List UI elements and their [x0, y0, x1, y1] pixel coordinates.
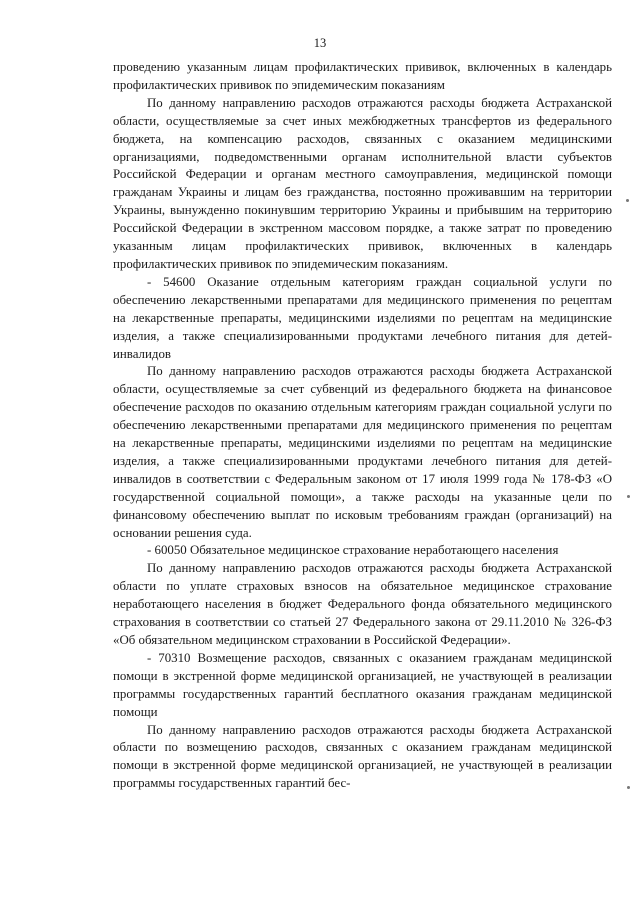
paragraph-continuation: проведению указанным лицам профилактических прививок, включенных в календарь профилактических прививок по эпидемическим показаниям — [113, 60, 612, 92]
scan-mark — [627, 786, 630, 789]
paragraph-code-54600: - 54600 Оказание отдельным категориям граждан социальной услуги по обеспечению лекарственными препаратами для медицинского применения по рецептам на лекарственные препараты, медицинскими изделиями по рецептам на медицинские изделия, а также специализированными продуктами лечебного питания для детей-инвалидов — [113, 274, 612, 361]
paragraph-insurance: По данному направлению расходов отражаются расходы бюджета Астраханской области по уплате страховых взносов на обязательное медицинское страхование неработающего населения в бюджет Федерального фонда обязательного медицинского страхования в соответствии со статьей 27 Федерального закона от 29.11.2010 № 326-ФЗ «Об обязательном медицинском страховании в Российской Федерации». — [113, 561, 612, 647]
scan-mark — [627, 495, 630, 498]
document-body — [113, 59, 612, 793]
paragraph-reimbursement: По данному направлению расходов отражаются расходы бюджета Астраханской области по возмещению расходов, связанных с оказанием гражданам медицинской помощи в экстренной форме медицинской организацией, не участвующей в реализации программы государственных гарантий бес- — [113, 722, 612, 791]
paragraph-intl-transfers: По данному направлению расходов отражаются расходы бюджета Астраханской области, осуществляемые за счет иных межбюджетных трансфертов из федерального бюджета, на компенсацию расходов, связанных с оказанием медицинскими организациями, подведомственными органам исполнительной власти субъектов Российской Федерации и органам местного самоуправления, медицинской помощи гражданам Украины и лицам без гражданства, постоянно проживавшим на территории Украины, вынужденно покинувшим территорию Украины и прибывшим на территорию Российской Федерации в экстренном массовом порядке, а также затрат по проведению указанным лицам профилактических прививок, включенных в календарь профилактических прививок по эпидемическим показаниям. — [113, 95, 612, 271]
paragraph-code-70310: - 70310 Возмещение расходов, связанных с оказанием гражданам медицинской помощи в экстренной форме медицинской организацией, не участвующей в реализации программы государственных гарантий бесплатного оказания гражданам медицинской помощи — [113, 650, 612, 719]
scan-mark — [626, 199, 629, 202]
paragraph-subventions: По данному направлению расходов отражаются расходы бюджета Астраханской области, осуществляемые за счет субвенций из федерального бюджета на финансовое обеспечение расходов по оказанию отдельным категориям граждан социальной услуги по обеспечению лекарственными препаратами для медицинского применения по рецептам на лекарственные препараты, медицинскими изделиями по рецептам на медицинские изделия, а также специализированными продуктами лечебного питания для детей-инвалидов в соответствии с Федеральным законом от 17 июля 1999 года № 178-ФЗ «О государственной социальной помощи», а также расходы на указанные цели по финансовому обеспечению выплат по исковым требованиям граждан (организаций) на основании решения суда. — [113, 364, 612, 540]
page-number: 13 — [313, 36, 327, 50]
paragraph-code-60050: - 60050 Обязательное медицинское страхование неработающего населения — [147, 543, 559, 558]
